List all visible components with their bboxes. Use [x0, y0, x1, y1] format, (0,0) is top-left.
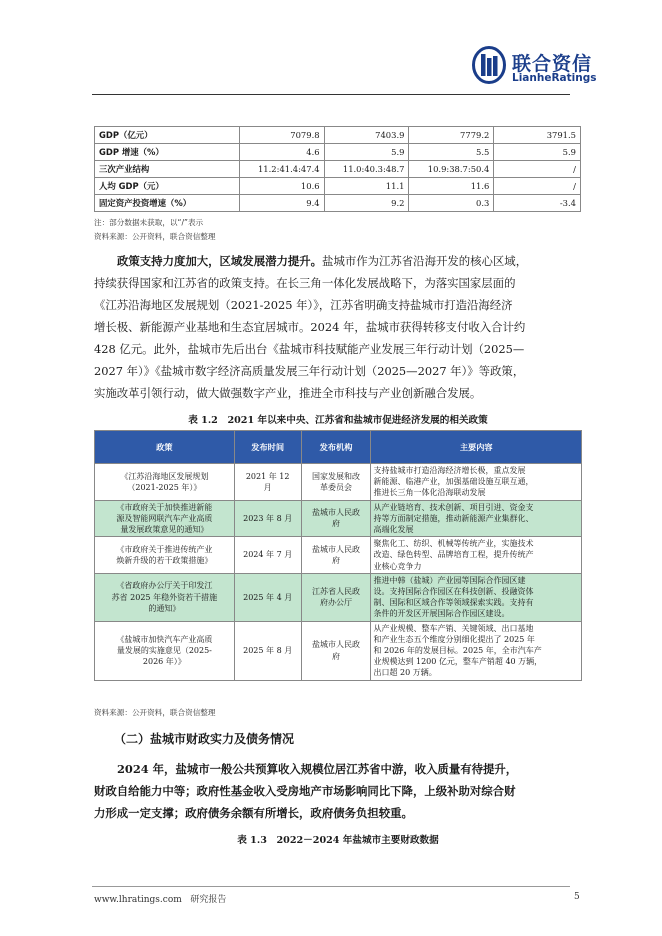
- table2-cell-content: [371, 621, 582, 680]
- policy-paragraph: [94, 250, 582, 404]
- para1-line-2: 《江苏沿海地区发展规划（2021-2025 年）》，江苏省明确支持盐城市打造沿海经济: [94, 298, 513, 312]
- table1-cell: 0.3: [409, 195, 494, 212]
- table2-cell-line: 盐城市人民政: [312, 508, 361, 518]
- table1-cell: 11.1: [324, 178, 409, 195]
- para1-line-4: 428 亿元。此外，盐城市先后出台《盐城市科技赋能产业发展三年行动计划（2025—: [94, 342, 525, 356]
- table2-cell-line: （2021-2025 年）》: [127, 482, 202, 492]
- table2-cell-line: 府办公厅: [320, 598, 353, 608]
- table2-cell-line: 盐城市人民政: [312, 640, 361, 650]
- table2-cell-line: 源及智能网联汽车产业高质: [116, 513, 213, 523]
- table2-cell-policy: [95, 464, 235, 501]
- para2-line-1: 财政自给能力中等；政府性基金收入受房地产市场影响同比下降，上级补助对综合财: [94, 784, 516, 798]
- table1-cell: 5.9: [324, 144, 409, 161]
- table2-cell-policy: [95, 537, 235, 574]
- footer-divider: [92, 886, 570, 887]
- table2-cell-line: 盐城市人民政: [312, 544, 361, 554]
- table1-row: [95, 144, 581, 161]
- para1-line-6: 实施改革引领行动，做大做强数字产业，推进全市科技与产业创新融合发展。: [94, 386, 482, 400]
- footer-label: 研究报告: [190, 895, 227, 905]
- table1-cell: 7079.8: [239, 127, 324, 144]
- table2-cell-content: [371, 537, 582, 574]
- table1-cell: 4.6: [239, 144, 324, 161]
- table2-cell-line: 2025 年 4 月: [243, 592, 293, 602]
- table2-cell-line: 《江苏沿海地区发展规划: [120, 471, 209, 481]
- table1-cell: 9.2: [324, 195, 409, 212]
- table2-cell-content: [371, 464, 582, 501]
- table1-row: [95, 195, 581, 212]
- table1-row-label: GDP（亿元）: [95, 127, 240, 144]
- table1-cell: 11.2:41.4:47.4: [239, 161, 324, 178]
- table1-cell: 11.0:40.3:48.7: [324, 161, 409, 178]
- table2-cell-line: 推进中韩（盐城）产业园等国际合作园区建: [373, 575, 526, 585]
- table1-cell: 9.4: [239, 195, 324, 212]
- table2-cell-line: 2021 年 12: [245, 471, 290, 481]
- table1-cell: 10.6: [239, 178, 324, 195]
- policy-paragraph-lead: 政策支持力度加大，区域发展潜力提升。: [117, 254, 323, 268]
- table2-cell-org: [301, 464, 371, 501]
- table1-row: [95, 161, 581, 178]
- table2-cell-line: 支持盐城市打造沿海经济增长极，重点发展: [373, 466, 526, 475]
- table2-cell-line: 量发展的实施意见（2025-: [116, 646, 212, 656]
- para1-line-5: 2027 年）》《盐城市数字经济高质量发展三年行动计划（2025—2027 年）》等政策，: [94, 364, 525, 378]
- table2-cell-line: 改造、绿色转型、品牌培育工程，提升传统产: [373, 550, 534, 560]
- footer-site-link[interactable]: www.lhratings.com: [94, 895, 182, 905]
- table2-cell-line: 聚焦化工、纺织、机械等传统产业，实施技术: [373, 539, 534, 549]
- table2-cell-line: 业规模达到 1200 亿元，整车产销超 40 万辆，: [373, 657, 543, 667]
- table2-cell-line: 府: [332, 519, 341, 529]
- table1-row-label: 三次产业结构: [95, 161, 240, 178]
- company-logo: [472, 46, 598, 88]
- table2-cell-org: [301, 500, 371, 537]
- table1-cell: 3791.5: [494, 127, 581, 144]
- fiscal-paragraph: [94, 758, 582, 824]
- table2-cell-line: 条件的开发区开展国际合作园区建设。: [373, 609, 510, 619]
- table2-cell-line: 从产业链培育、技术创新、项目引进、资金支: [373, 502, 534, 512]
- para1-line-3: 增长极、新能源产业基地和生态宜居城市。2024 年，盐城市获得转移支付收入合计约: [94, 320, 526, 334]
- table2-cell-line: 《市政府关于加快推进新能: [116, 502, 213, 512]
- table2-header-policy: 政策: [95, 431, 235, 464]
- section-heading: （二）盐城市财政实力及债务情况: [114, 732, 295, 746]
- table1-row-label: 固定资产投资增速（%）: [95, 195, 240, 212]
- table2-cell-line: 府: [332, 556, 341, 566]
- logo-text-en: LianheRatings: [512, 72, 597, 84]
- table2-cell-line: 江苏省人民政: [312, 587, 361, 597]
- table1-row-label: GDP 增速（%）: [95, 144, 240, 161]
- table3-caption: 表 1.3 2022－2024 年盐城市主要财政数据: [237, 835, 439, 846]
- table2-cell-org: [301, 573, 371, 621]
- table2-cell-line: 持等方面制定措施，推动新能源产业集群化、: [373, 513, 534, 523]
- table2-header-content: 主要内容: [371, 431, 582, 464]
- policy-table: [94, 430, 582, 681]
- table1-cell: 11.6: [409, 178, 494, 195]
- table2-cell-line: 量发展政策意见的通知》: [120, 525, 209, 535]
- table2-row: [95, 573, 582, 621]
- table2-header-date: 发布时间: [234, 431, 301, 464]
- table2-cell-content: [371, 500, 582, 537]
- table2-cell-line: 2025 年 8 月: [243, 646, 293, 656]
- table2-cell-org: [301, 537, 371, 574]
- table2-cell-date: [234, 500, 301, 537]
- table2-row: [95, 621, 582, 680]
- logo-text-cn: 联合资信: [512, 53, 593, 75]
- table2-cell-line: 业核心竞争力: [373, 561, 422, 571]
- table2-cell-line: 国家发展和改: [312, 471, 361, 481]
- table2-cell-date: [234, 621, 301, 680]
- table2-row: [95, 537, 582, 574]
- header-divider: [92, 94, 570, 95]
- table1-cell: 7779.2: [409, 127, 494, 144]
- para1-line-0: 盐城市作为江苏省沿海开发的核心区域，: [322, 254, 528, 268]
- table2-cell-line: 2023 年 8 月: [243, 513, 293, 523]
- table1-cell: /: [494, 178, 581, 195]
- table2-cell-date: [234, 573, 301, 621]
- table2-cell-line: 《市政府关于推进传统产业: [116, 544, 213, 554]
- para2-line-2: 力形成一定支撑；政府债务余额有所增长，政府债务负担较重。: [94, 806, 413, 820]
- table2-cell-line: 和 2026 年的发展目标。2025 年，全市汽车产: [373, 646, 542, 656]
- para2-line-0: 2024 年，盐城市一般公共预算收入规模位居江苏省中游，收入质量有待提升，: [117, 762, 518, 776]
- table1-cell: 5.5: [409, 144, 494, 161]
- table1-cell: 10.9:38.7:50.4: [409, 161, 494, 178]
- page-number: 5: [574, 892, 580, 902]
- table1-row: [95, 127, 581, 144]
- table2-cell-line: 高端化发展: [373, 525, 414, 535]
- table2-cell-line: 2026 年）》: [142, 657, 186, 667]
- table2-cell-line: 焕新升级的若干政策措施》: [116, 556, 213, 566]
- lianhe-logo-icon: [472, 46, 506, 84]
- table2-cell-date: [234, 537, 301, 574]
- table2-cell-line: 出口超 20 万辆。: [373, 668, 437, 678]
- table2-caption: 表 1.2 2021 年以来中央、江苏省和盐城市促进经济发展的相关政策: [188, 415, 488, 426]
- table2-cell-line: 月: [263, 482, 272, 492]
- table2-cell-policy: [95, 573, 235, 621]
- table2-cell-line: 2024 年 7 月: [243, 550, 293, 560]
- table2-cell-org: [301, 621, 371, 680]
- table2-cell-line: 和产业生态五个维度分别细化提出了 2025 年: [373, 634, 535, 644]
- table2-header-org: 发布机构: [301, 431, 371, 464]
- table2-cell-date: [234, 464, 301, 501]
- footer-left: [94, 892, 226, 905]
- table2-cell-line: 推进长三角一体化沿海联动发展: [373, 488, 486, 498]
- table1-note: 注：部分数据未获取，以“/”表示: [94, 218, 204, 227]
- table2-cell-line: 设。支持国际合作园区在科技创新、投融资体: [373, 587, 534, 597]
- table2-cell-policy: [95, 621, 235, 680]
- table2-cell-policy: [95, 500, 235, 537]
- table2-cell-line: 新能源、临港产业，加强基础设施互联互通，: [373, 477, 534, 487]
- table2-cell-content: [371, 573, 582, 621]
- table1-cell: -3.4: [494, 195, 581, 212]
- table2-cell-line: 府: [332, 651, 341, 661]
- table1-row: [95, 178, 581, 195]
- para1-line-1: 持续获得国家和江苏省的政策支持。在长三角一体化发展战略下，为落实国家层面的: [94, 276, 516, 290]
- economic-indicators-table: [94, 126, 581, 212]
- table1-cell: /: [494, 161, 581, 178]
- table2-cell-line: 制、国际和区域合作等领域探索实践。支持有: [373, 598, 534, 608]
- table2-cell-line: 的通知》: [148, 603, 181, 613]
- table2-cell-line: 苏省 2025 年稳外资若干措施: [111, 592, 218, 602]
- table2-cell-line: 《盐城市加快汽车产业高质: [116, 634, 213, 644]
- table2-source: 资料来源：公开资料，联合资信整理: [94, 708, 216, 717]
- table2-cell-line: 革委员会: [320, 482, 353, 492]
- table2-row: [95, 500, 582, 537]
- table1-row-label: 人均 GDP（元）: [95, 178, 240, 195]
- table2-row: [95, 464, 582, 501]
- table1-source: 资料来源：公开资料，联合资信整理: [94, 232, 216, 241]
- table2-cell-line: 《省政府办公厅关于印发江: [116, 581, 213, 591]
- table1-cell: 7403.9: [324, 127, 409, 144]
- table2-cell-line: 从产业规模、整车产销、关键领域、出口基地: [373, 623, 534, 633]
- table1-cell: 5.9: [494, 144, 581, 161]
